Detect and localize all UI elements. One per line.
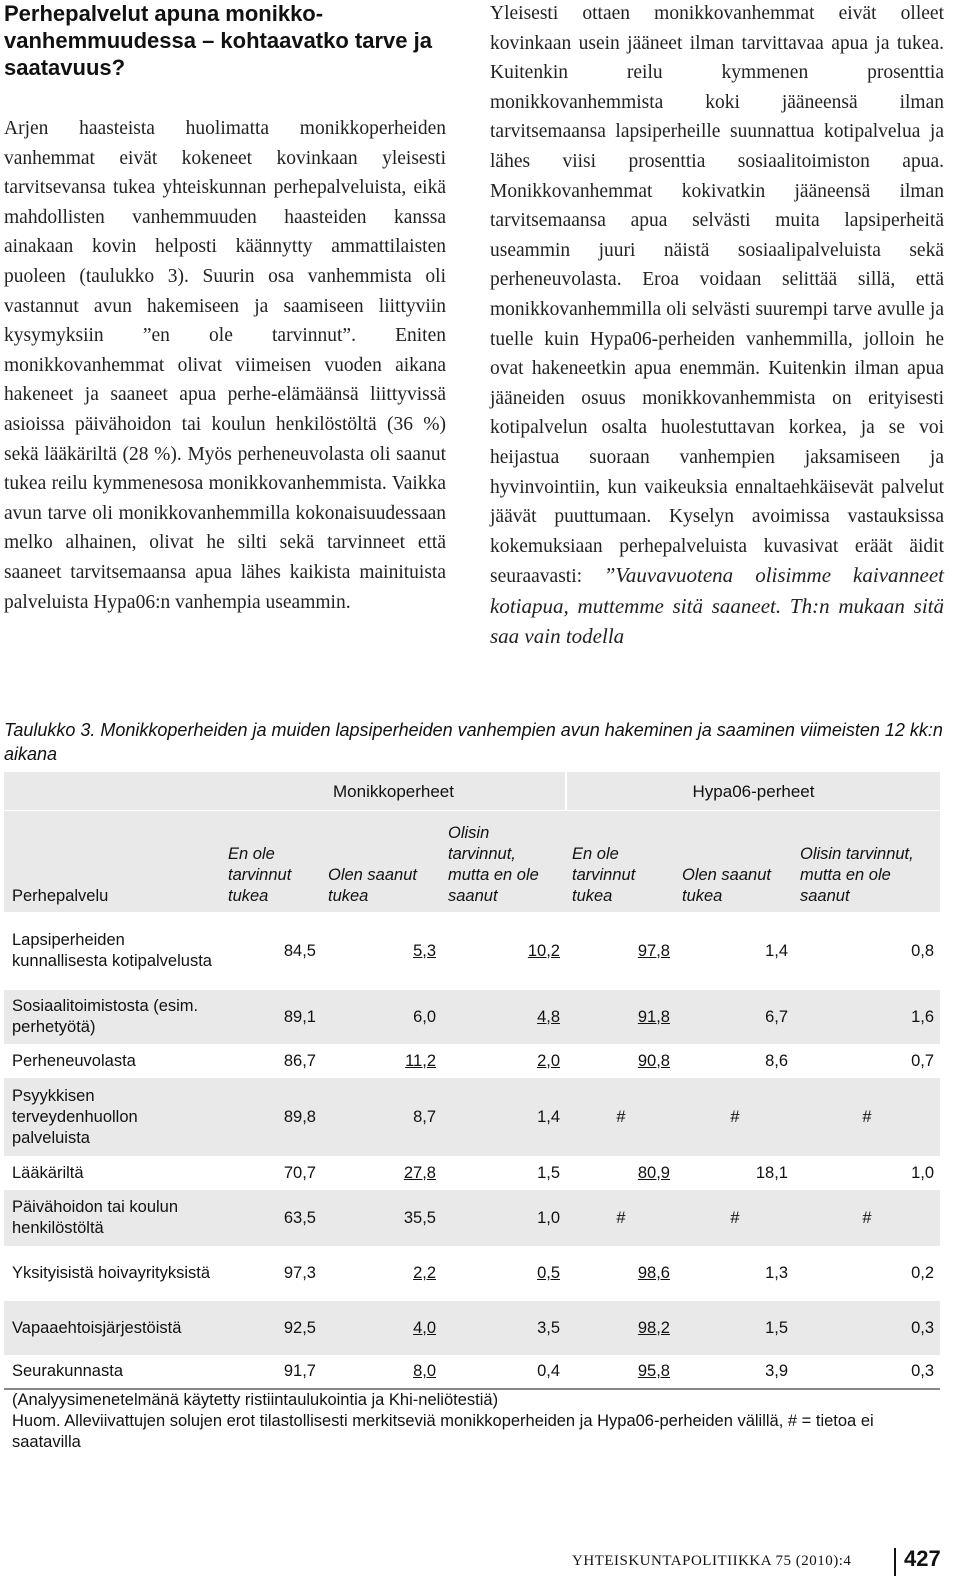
table-cell: # [676, 1078, 794, 1156]
services-table [4, 772, 940, 1390]
row-label: Seurakunnasta [4, 1355, 222, 1389]
article-heading: Perhepalvelut apuna monikko-vanhemmuudessa – kohtaavatko tarve ja saatavuus? [4, 1, 432, 80]
left-paragraph: Arjen haasteista huolimatta monikkoperheiden vanhemmat eivät kokeneet kovinkaan yleisesti tarvitsevansa tukea yhteiskunnan perhepalveluista, eikä mahdollisten vanhemmuuden haasteiden kanssa ainakaan kovin helposti käännytty ammattilaisten puoleen (taulukko 3). Suurin osa vanhemmista oli vastannut avun hakemiseen ja saamiseen liittyviin kysymyksiin ”en ole tarvinnut”. Eniten monikkovanhemmat olivat viimeisen vuoden aikana hakeneet ja saaneet apua perhe-elämäänsä liittyvissä asioissa päivähoidon tai koulun henkilöstöltä (36 %) sekä lääkäriltä (28 %). Myös perheneuvolasta oli saanut tukea reilu kymmenesosa monikkovanhemmista. Vaikka avun tarve oli monikkovanhemmilla kokonaisuudessaan melko alhainen, olivat he silti sekä tarvinneet että saaneet tarvitsemaansa apua lähes kaikista mainituista palveluista Hypa06:n vanhempia useammin. [4, 118, 446, 613]
table-cell: 6,7 [676, 990, 794, 1044]
table-cell: 84,5 [222, 912, 322, 990]
subheader: Olisin tarvinnut, mutta en ole saanut [794, 811, 940, 913]
table-cell: # [676, 1190, 794, 1246]
table-cell: 70,7 [222, 1156, 322, 1190]
method-note: (Analyysimenetelmänä käytetty ristiintaulukointia ja Khi-neliötestiä) [12, 1391, 499, 1409]
row-label: Lääkäriltä [4, 1156, 222, 1190]
table-group-header-row [4, 772, 940, 811]
table-cell: 86,7 [222, 1044, 322, 1078]
table-cell: 2,2 [322, 1246, 442, 1301]
table-cell: 1,5 [676, 1301, 794, 1355]
table-cell: 27,8 [322, 1156, 442, 1190]
row-label: Psyykkisen terveydenhuollon palveluista [4, 1078, 222, 1156]
table-cell: 1,0 [442, 1190, 566, 1246]
table-notes [12, 1390, 942, 1453]
table-cell: 89,8 [222, 1078, 322, 1156]
table-cell: # [794, 1190, 940, 1246]
table-cell: 35,5 [322, 1190, 442, 1246]
table-cell: 8,7 [322, 1078, 442, 1156]
table-cell: 0,5 [442, 1246, 566, 1301]
table-cell: 91,8 [566, 990, 676, 1044]
table-cell: 63,5 [222, 1190, 322, 1246]
table-cell: 89,1 [222, 990, 322, 1044]
table-cell: 0,3 [794, 1355, 940, 1389]
table-cell: 1,6 [794, 990, 940, 1044]
right-paragraph [490, 0, 944, 653]
table-cell: 3,9 [676, 1355, 794, 1389]
subheader: Olen saanut tukea [322, 811, 442, 913]
table-cell: 0,4 [442, 1355, 566, 1389]
table-cell: 5,3 [322, 912, 442, 990]
table-cell: 98,2 [566, 1301, 676, 1355]
row-label: Sosiaalitoimistosta (esim. perhetyötä) [4, 990, 222, 1044]
table-cell: 0,3 [794, 1301, 940, 1355]
table-cell: # [566, 1078, 676, 1156]
group-header-monikkoperheet: Monikkoperheet [222, 772, 566, 811]
table-cell: 18,1 [676, 1156, 794, 1190]
page-number-divider [894, 1548, 896, 1576]
right-text-column [490, 0, 944, 653]
table-row [4, 1044, 940, 1078]
subheader: Olisin tarvinnut, mutta en ole saanut [442, 811, 566, 913]
page-footer [572, 1548, 952, 1578]
group-header-hypa06: Hypa06-perheet [566, 772, 940, 811]
page-number: 427 [904, 1546, 941, 1571]
table-cell: 1,4 [442, 1078, 566, 1156]
table-cell: 1,5 [442, 1156, 566, 1190]
table-row [4, 1156, 940, 1190]
table-cell: # [566, 1190, 676, 1246]
table-cell: 80,9 [566, 1156, 676, 1190]
left-text-column [4, 114, 446, 617]
table-cell: 0,7 [794, 1044, 940, 1078]
right-paragraph-text: Yleisesti ottaen monikkovanhemmat eivät olleet kovinkaan usein jääneet ilman tarvittavaa apua ja tukea. Kuitenkin reilu kymmenen prosenttia monikkovanhemmista koki jääneensä ilman tarvitsemaansa lapsiperheille suunnattua kotipalvelua ja lähes viisi prosenttia sosiaalitoimiston apua. Monikkovanhemmat kokivatkin jääneensä ilman tarvitsemaansa apua selvästi muita lapsiperheitä useammin juuri näistä sosiaalipalveluista sekä perheneuvolasta. Eroa voidaan selittää sillä, että monikkovanhemmilla oli selvästi suurempi tarve avulle ja tuelle kuin Hypa06-perheiden vanhemmilla, jolloin he ovat hakeneetkin apua enemmän. Kuitenkin ilman apua jääneiden osuus monikkovanhemmista on erityisesti kotipalvelun osalta huolestuttavan korkea, ja se voi heijastua suoraan vanhempien jaksamiseen ja hyvinvointiin, kun vaikeuksia ennaltaehkäisevät palvelut jäävät puuttumaan. Kyselyn avoimissa vastauksissa kokemuksiaan perhepalveluista kuvasivat eräät äidit seuraavasti: [490, 3, 944, 588]
row-label: Vapaaehtoisjärjestöistä [4, 1301, 222, 1355]
table-cell: 6,0 [322, 990, 442, 1044]
table-row [4, 1301, 940, 1355]
significance-note: Huom. Alleviivattujen solujen erot tilastollisesti merkitseviä monikkoperheiden ja Hypa06-perheiden välillä, # = tietoa ei saatavilla [12, 1412, 874, 1451]
table-cell: 97,3 [222, 1246, 322, 1301]
table-cell: 0,2 [794, 1246, 940, 1301]
table-cell: 4,8 [442, 990, 566, 1044]
subheader: En ole tarvinnut tukea [222, 811, 322, 913]
quote-text: ”Vauvavuotena olisimme kaivanneet kotiapua, muttemme sitä saaneet. Th:n mukaan sitä saa vain todella [490, 563, 945, 649]
table-row [4, 990, 940, 1044]
table-row [4, 1190, 940, 1246]
row-label: Lapsiperheiden kunnallisesta kotipalvelusta [4, 912, 222, 990]
table-cell: 2,0 [442, 1044, 566, 1078]
table-cell: 97,8 [566, 912, 676, 990]
table-cell: 8,6 [676, 1044, 794, 1078]
table-cell: 3,5 [442, 1301, 566, 1355]
subheader: En ole tarvinnut tukea [566, 811, 676, 913]
subheader: Olen saanut tukea [676, 811, 794, 913]
table-cell: 91,7 [222, 1355, 322, 1389]
table-cell: # [794, 1078, 940, 1156]
row-label: Yksityisistä hoivayrityksistä [4, 1246, 222, 1301]
table-cell: 1,0 [794, 1156, 940, 1190]
table-cell: 0,8 [794, 912, 940, 990]
journal-reference: YHTEISKUNTAPOLITIIKKA 75 (2010):4 [572, 1553, 852, 1569]
table-cell: 1,3 [676, 1246, 794, 1301]
table-row [4, 1355, 940, 1389]
group-header-blank [4, 772, 222, 811]
table-cell: 95,8 [566, 1355, 676, 1389]
table-cell: 1,4 [676, 912, 794, 990]
table-row [4, 912, 940, 990]
table-cell: 10,2 [442, 912, 566, 990]
table-cell: 11,2 [322, 1044, 442, 1078]
table-cell: 92,5 [222, 1301, 322, 1355]
table-cell: 8,0 [322, 1355, 442, 1389]
table-caption: Taulukko 3. Monikkoperheiden ja muiden lapsiperheiden vanhempien avun hakeminen ja saaminen viimeisten 12 kk:n aikana [4, 720, 943, 764]
table-subheader-row [4, 811, 940, 913]
row-label: Perheneuvolasta [4, 1044, 222, 1078]
table-cell: 4,0 [322, 1301, 442, 1355]
table-cell: 98,6 [566, 1246, 676, 1301]
row-label: Päivähoidon tai koulun henkilöstöltä [4, 1190, 222, 1246]
row-header-perhepalvelu: Perhepalvelu [4, 811, 222, 913]
table-row [4, 1246, 940, 1301]
table-cell: 90,8 [566, 1044, 676, 1078]
table-row [4, 1078, 940, 1156]
